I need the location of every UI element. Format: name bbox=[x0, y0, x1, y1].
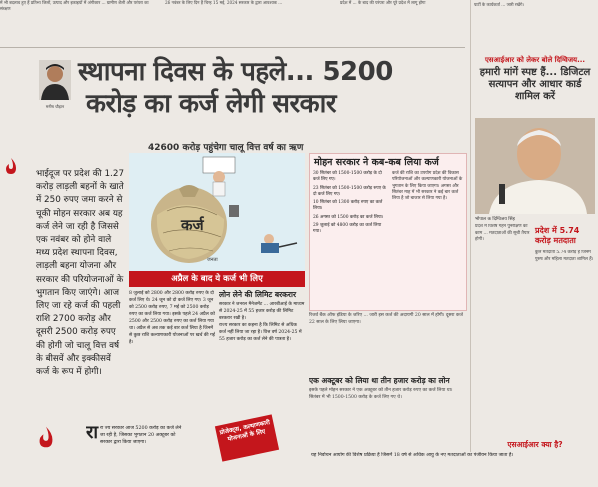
illustration-caption: अप्रैल के बाद ये कर्ज भी लिए bbox=[129, 271, 305, 287]
divider bbox=[0, 47, 465, 48]
sidebar-box: मोहन सरकार ने कब-कब लिया कर्ज 30 सितंबर को 1500-1500 करोड़ के दो कर्ज लिए गए। 23 सितंबर को 1500-1500 करोड़ रुपए के दो कर्ज लिए गए। 10 सितंबर को 1300 करोड़ रुपए का कर्ज लिया। 26 अगस्त को 1500 करोड़ का कर्ज लिया। 29 जुलाई को 4800 करोड़ का कर्ज लिया गया। कर्ज की राशि का उपयोग प्रदेश की विकास परियोजनाओं और कल्याणकारी योजनाओं के भुगतान के लिए किया जाएगा। अगस्त और सितंबर माह में भी सरकार ने कई बार कर्ज लिया है जो बाजार से लिया गया है। bbox=[309, 153, 467, 311]
logo-icon bbox=[4, 157, 18, 177]
loan-item: 30 सितंबर को 1500-1500 करोड़ के दो कर्ज लिए गए। bbox=[313, 171, 382, 183]
person-label: जनता bbox=[207, 257, 218, 263]
section-2-title: एक अक्टूबर को लिया था तीन हजार करोड़ का लोन bbox=[309, 376, 450, 385]
logo-icon-2 bbox=[37, 425, 57, 453]
top-right-snippet: प्रदेश में ... के बाद की परंपरा और पूरे प्रदेश में लागू होगा bbox=[340, 0, 426, 5]
section-2: रिजर्व बैंक ऑफ इंडिया के जरिए ... जारी इस कर्ज की अदायगी 20 साल में होगी। दूसरा कर्ज 22 साल के लिए लिया जाएगा। एक अक्टूबर को लिया था तीन हजार करोड़ का लोन इसके पहले मोहन सरकार ने एक अक्टूबर को तीन हजार करोड़ रुपए का कर्ज लिया था। सितंबर में भी 1500-1500 करोड़ के कर्ज लिए गए थे। bbox=[309, 312, 465, 487]
loan-item: 10 सितंबर को 1300 करोड़ रुपए का कर्ज लिया। bbox=[313, 200, 383, 212]
top-left-snippet: में भी बदलाव हुए हैं प्रतिभा जिलों, उत्पाद और इकाइयों में अंगीकार ... ग्रामीण शैली और परंपरा का संरक्षण bbox=[0, 0, 149, 11]
dropcap-paragraph: रा रा ज्य सरकार आज 5200 करोड़ का कर्ज लेने जा रही है, जिसका भुगतान 20 अक्टूबर को सरकार द्वारा किया जाएगा। bbox=[86, 425, 182, 445]
article-col-3 bbox=[186, 425, 306, 487]
digvijay-photo bbox=[475, 118, 595, 214]
right-quote: हमारी मांगें स्पष्ट हैं... डिजिटल सत्यापन और आधार कार्ड शामिल करें bbox=[479, 67, 591, 102]
right-column: पार्टी के कार्यकर्ता ... जारी रखेंगे। एसआईआर को लेकर बोले दिग्विजय... हमारी मांगें स्पष्ट हैं... डिजिटल सत्यापन और आधार कार्ड शामिल करें भोपाल क दिग्विजय सिंह प्रदेश में विशेष गहन पुनरीक्षण का काम ... मतदाताओं की सूची तैयार होगी। प्रदेश में 5.74 करोड़ मतदाता कुल मतदाता 5.74 करोड़ हैं जिनमें पुरुष और महिला मतदाता शामिल हैं। एसआईआर क्या है? bbox=[470, 0, 598, 487]
right-banner: एसआईआर को लेकर बोले दिग्विजय... bbox=[484, 56, 586, 64]
photo-caption: भोपाल क दिग्विजय सिंह bbox=[475, 217, 515, 222]
headline-line2: करोड़ का कर्ज लेगी सरकार bbox=[86, 89, 336, 119]
headline-line1: स्थापना दिवस के पहले... 5200 bbox=[78, 57, 393, 87]
stat-title: प्रदेश में 5.74 करोड़ मतदाता bbox=[535, 226, 580, 245]
lead-text: भाईदूज पर प्रदेश की 1.27 करोड़ लाड़ली बहनों के खाते में 250 रुपए जमा करने से चूकी मोहन सरकार अब यह कर्ज लेने जा रही है जिससे एक नवंबर को होने वाले मध्य प्रदेश स्थापना दिवस, लाड़ली बहना योजना और सरकार की परियोजनाओं के भुगतान किए जाएंगे। आज लिए जा रहे कर्ज की पहली राशि 2700 करोड़ और दूसरी 2500 करोड़ रुपए की होगी जो चालू वित्त वर्ष के बीसवें और इक्कीसवें कर्ज के रूप में होगी। bbox=[36, 169, 125, 378]
author-name: मनीष चौहान bbox=[45, 104, 65, 109]
loan-item: 23 सितंबर को 1500-1500 करोड़ रुपए के दो कर्ज लिए गए। bbox=[313, 185, 386, 197]
bottom-strip: यह निर्वाचन आयोग की विशेष प्रक्रिया है जिसमें 18 वर्ष से अधिक आयु के नए मतदाताओं का पंजीयन किया जाता है। bbox=[311, 452, 596, 487]
bag-label: कर्ज bbox=[181, 216, 204, 234]
author-photo bbox=[39, 60, 71, 109]
illustration bbox=[129, 153, 305, 271]
subheadline: 42600 करोड़ पहुंचेगा चालू वित्त वर्ष का ऋण bbox=[148, 143, 304, 153]
article-col-1: 8 जुलाई को 2800 और 2800 करोड़ रुपए के दो कर्ज लिए थे। 24 जून को दो कर्ज लिए गए। 3 जून को 2500 करोड़ रुपए, 7 मई को 2500 करोड़ रुपए का कर्ज लिया गया। इसके पहले 24 अप्रैल को 2500 और 2500 करोड़ रुपए का कर्ज लिया गया था। अप्रैल से अब तक कई बार कर्ज लिया है जिनमें से कुछ राशि कल्याणकारी योजनाओं पर खर्च की गई है। bbox=[129, 291, 215, 345]
bottom-head: एसआईआर क्या है? bbox=[507, 440, 563, 449]
limit-title: लोन लेने की लिमिट बरकरार bbox=[219, 290, 297, 299]
sidebar-box-title: मोहन सरकार ने कब-कब लिया कर्ज bbox=[314, 157, 439, 168]
badge: प्रोजेक्ट्स, कल्याणकारी योजनाओं के लिए bbox=[215, 414, 279, 461]
article-col-2: लोन लेने की लिमिट बरकरार सरकार ने जनरल मैनेजमेंट ... आरबीआई के माध्यम से 2024-25 में 55 हजार करोड़ की लिमिट बरकरार रखी है। राज्य सरकार का कहना है कि लिमिट से अधिक कर्ज नहीं लिया जा रहा है। वित्त वर्ष 2024-25 में 55 हजार करोड़ का कर्ज लेने की पात्रता है। bbox=[219, 290, 305, 342]
headline bbox=[78, 56, 463, 120]
loan-item: 29 जुलाई को 4800 करोड़ का कर्ज लिया गया। bbox=[313, 223, 382, 235]
loan-item: 26 अगस्त को 1500 करोड़ का कर्ज लिया। bbox=[313, 214, 384, 220]
top-mid-snippet: 26 नवंबर के लिए दिन हैं चिन्ह 15 मई, 2024 सरकार के द्वारा आवश्यक ... bbox=[165, 0, 283, 5]
